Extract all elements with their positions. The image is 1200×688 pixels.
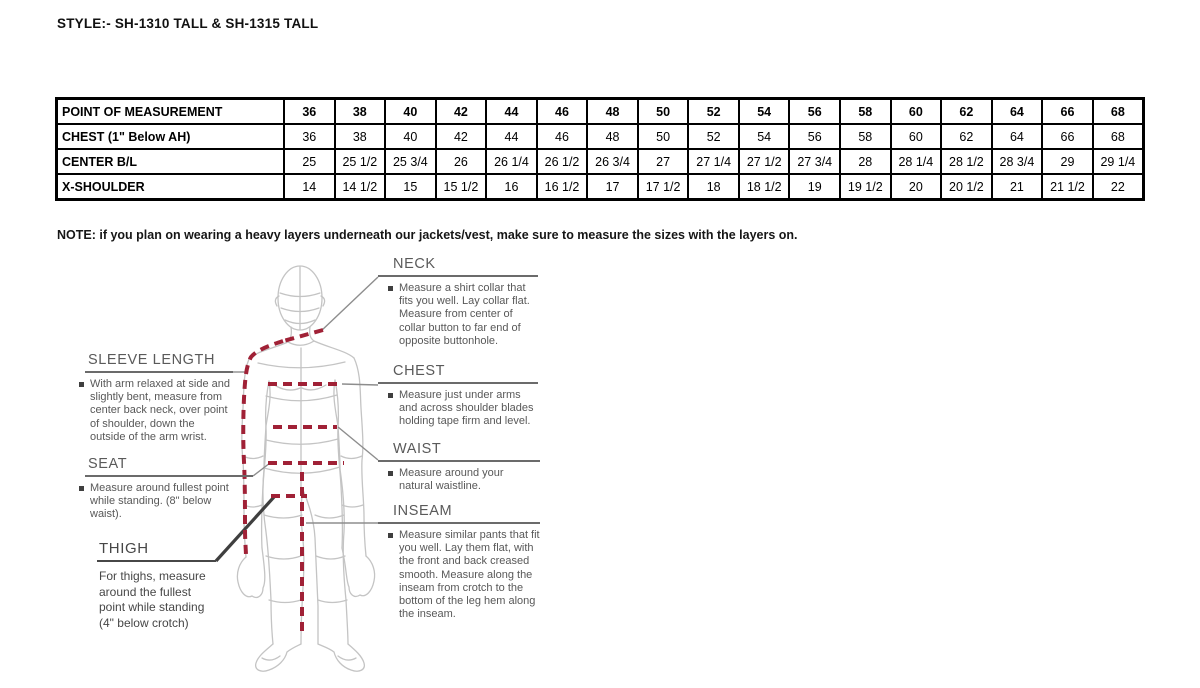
chest-callout-line [342,384,378,385]
table-cell: 48 [587,124,638,149]
table-cell: 25 [284,149,335,174]
waist-description: Measure around your natural waistline. [388,467,540,493]
bullet-icon [388,533,393,538]
inseam-label [378,503,540,621]
table-cell: 25 3/4 [385,149,436,174]
table-cell: 54 [739,124,790,149]
waist-label [378,441,540,493]
table-cell: 25 1/2 [335,149,386,174]
table-header-size: 40 [385,99,436,125]
table-cell: 17 1/2 [638,174,689,200]
sleeve-length-heading: SLEEVE LENGTH [85,352,233,373]
table-header-size: 42 [436,99,487,125]
table-header-size: 36 [284,99,335,125]
chest-description: Measure just under arms and across shoulder blades holding tape firm and level. [388,389,538,429]
table-cell: 14 [284,174,335,200]
sleeve-measure-line [243,341,283,557]
table-header-size: 66 [1042,99,1093,125]
table-cell: 26 1/4 [486,149,537,174]
table-cell: 66 [1042,124,1093,149]
table-cell: 28 [840,149,891,174]
table-cell: 27 [638,149,689,174]
size-table [55,97,1145,201]
table-cell: 20 [891,174,942,200]
table-cell: 58 [840,124,891,149]
table-row [57,124,1144,149]
table-cell: 17 [587,174,638,200]
table-cell: 50 [638,124,689,149]
table-cell: 18 [688,174,739,200]
table-header-size: 58 [840,99,891,125]
table-cell: 36 [284,124,335,149]
table-cell: 38 [335,124,386,149]
table-cell: 27 3/4 [789,149,840,174]
page-title: STYLE:- SH-1310 TALL & SH-1315 TALL [57,16,319,31]
seat-callout-line [253,463,270,476]
inseam-description: Measure similar pants that fit you well. Lay them flat, with the front and back creased smooth. Measure along the inseam from crotch to the bottom of the leg hem along the inseam. [388,529,540,621]
table-cell: 44 [486,124,537,149]
table-cell: 26 [436,149,487,174]
table-row [57,149,1144,174]
table-cell: 27 1/4 [688,149,739,174]
table-header-size: 64 [992,99,1043,125]
table-header-size: 54 [739,99,790,125]
measurement-dashed-lines [243,330,344,634]
neck-label [378,256,538,348]
chest-label [378,363,538,429]
row-label: CHEST (1" Below AH) [57,124,285,149]
table-header-size: 62 [941,99,992,125]
bullet-icon [388,286,393,291]
table-header-size: 48 [587,99,638,125]
table-header-size: 68 [1093,99,1144,125]
table-cell: 19 1/2 [840,174,891,200]
table-cell: 21 [992,174,1043,200]
bullet-icon [388,471,393,476]
neck-measure-line [283,330,323,341]
table-cell: 16 [486,174,537,200]
table-header-size: 60 [891,99,942,125]
wireframe-body [237,266,374,671]
thigh-heading: THIGH [97,540,216,562]
table-cell: 28 1/4 [891,149,942,174]
table-cell: 18 1/2 [739,174,790,200]
table-cell: 28 3/4 [992,149,1043,174]
table-cell: 27 1/2 [739,149,790,174]
table-cell: 29 1/4 [1093,149,1144,174]
table-cell: 15 1/2 [436,174,487,200]
table-header-size: 50 [638,99,689,125]
table-cell: 40 [385,124,436,149]
table-header-size: 46 [537,99,588,125]
thigh-description: For thighs, measure around the fullest point while standing (4" below crotch) [99,569,206,630]
sleeve-length-label [85,352,233,444]
callout-lines [233,277,378,523]
table-cell: 68 [1093,124,1144,149]
bullet-icon [79,382,84,387]
table-cell: 29 [1042,149,1093,174]
table-cell: 56 [789,124,840,149]
waist-callout-line [338,427,378,460]
table-header-size: 52 [688,99,739,125]
note-text: NOTE: if you plan on wearing a heavy layers underneath our jackets/vest, make sure to measure the sizes with the layers on. [57,228,798,242]
seat-label [85,456,253,522]
row-label: X-SHOULDER [57,174,285,200]
neck-callout-line [320,277,378,332]
thigh-label [97,540,216,631]
neck-description: Measure a shirt collar that fits you well. Lay collar flat. Measure from center of collar button to far end of opposite buttonhole. [388,282,538,348]
table-cell: 62 [941,124,992,149]
table-row [57,174,1144,200]
table-header-measurement: POINT OF MEASUREMENT [57,99,285,125]
table-cell: 64 [992,124,1043,149]
table-cell: 60 [891,124,942,149]
table-cell: 16 1/2 [537,174,588,200]
chest-heading: CHEST [378,363,538,384]
seat-description: Measure around fullest point while standing. (8" below waist). [79,482,253,522]
table-cell: 21 1/2 [1042,174,1093,200]
inseam-heading: INSEAM [378,503,540,524]
waist-heading: WAIST [378,441,540,462]
table-cell: 42 [436,124,487,149]
row-label: CENTER B/L [57,149,285,174]
table-header-row [57,99,1144,125]
table-cell: 15 [385,174,436,200]
table-cell: 26 1/2 [537,149,588,174]
table-cell: 20 1/2 [941,174,992,200]
seat-heading: SEAT [85,456,253,477]
sleeve-length-description: With arm relaxed at side and slightly bent, measure from center back neck, over point of shoulder, down the outside of the arm wrist. [79,378,233,444]
neck-heading: NECK [378,256,538,277]
table-cell: 26 3/4 [587,149,638,174]
table-cell: 14 1/2 [335,174,386,200]
table-header-size: 56 [789,99,840,125]
table-header-size: 44 [486,99,537,125]
table-cell: 52 [688,124,739,149]
table-cell: 28 1/2 [941,149,992,174]
table-cell: 46 [537,124,588,149]
table-header-size: 38 [335,99,386,125]
bullet-icon [388,393,393,398]
table-cell: 22 [1093,174,1144,200]
bullet-icon [79,486,84,491]
table-cell: 19 [789,174,840,200]
